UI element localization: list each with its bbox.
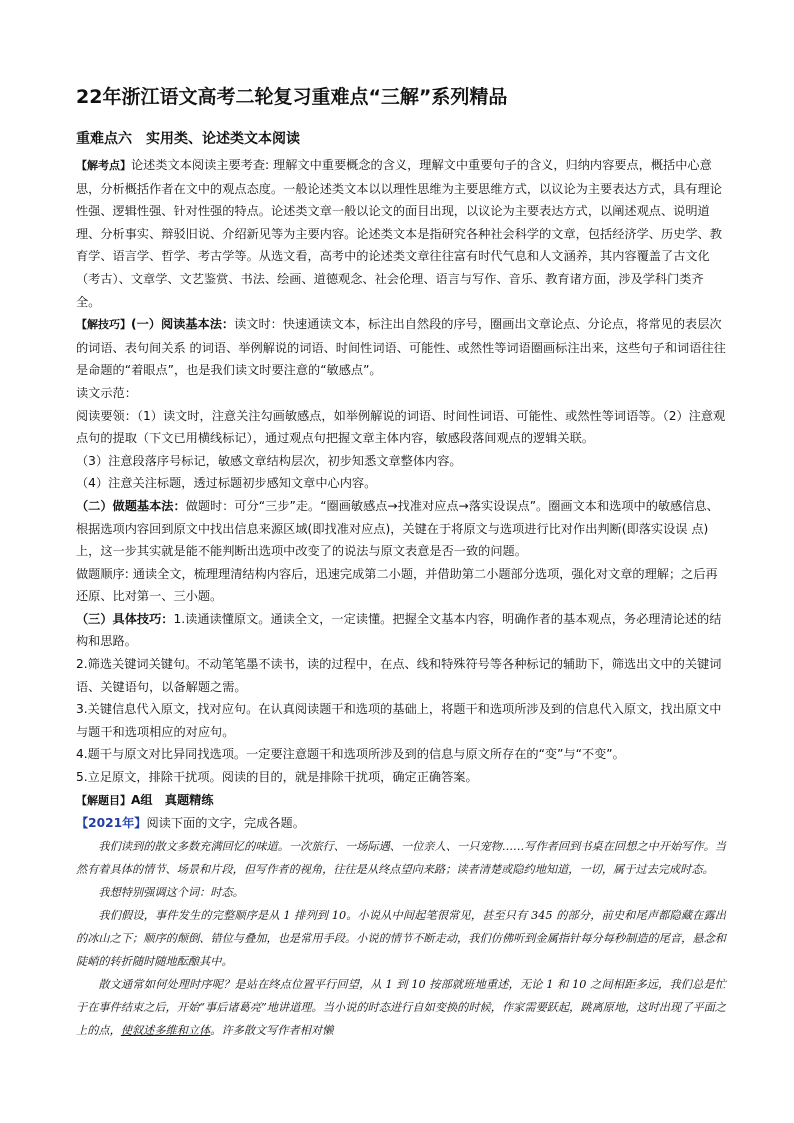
passage-paragraph-3: 我们假设，事件发生的完整顺序是从 1 排列到 10。小说从中间起笔很常见，甚至只有 345 的部分，前史和尾声都隐藏在露出的冰山之下；顺序的颠倒、错位与叠加，也是常用手段。小说的情节不断走动，我们仿佛听到金属指针每分每秒制造的尾音，悬念和陡峭的转折随时随地酝酿其中。 (76, 908, 726, 968)
question-intro (76, 812, 726, 835)
specific-skill-2: 2.筛选关键词关键句。不动笔笔墨不读书，读的过程中，在点、线和特殊符号等各种标记的辅助下，筛选出文中的关键词语、关键语句，以备解题之需。 (76, 657, 722, 694)
year-label: 【2021年】 (76, 816, 147, 831)
group-label: A组 真题精练 (131, 792, 214, 807)
timu-heading (76, 789, 726, 813)
passage-paragraph-4 (76, 973, 726, 1042)
section-subtitle: 重难点六 实用类、论述类文本阅读 (76, 131, 300, 147)
reading-demo-label: 读文示范： (76, 385, 137, 400)
specific-skill-4: 4.题干与原文对比异同找选项。一定要注意题干和选项所涉及到的信息与原文所存在的“变”与“不变”。 (76, 747, 625, 762)
reading-method-heading: (一）阅读基本法： (131, 317, 235, 332)
passage-4-text-a: 散文通常如何处理时序呢？是站在终点位置平行回望，从 1 到 10 按部就班地重述，无论 1 和 10 之间相距多远，我们总是忙于在事件结束之后，开始“事后诸葛亮”地讲道理。当小说的时态进行自如变换的时候，作家需要跃起，跳离原地，这时出现了平面之上的点， (76, 977, 726, 1037)
passage-4-underlined: 使叙述多维和立体 (120, 1023, 211, 1037)
jiqiao-tag: 【解技巧】 (76, 318, 131, 332)
answering-order: 做题顺序: 通读全文，梳理理清结构内容后，迅速完成第二小题，并借助第二小题部分选项，强化对文章的理解；之后再还原、比对第一、三小题。 (76, 566, 718, 604)
specific-skills-paragraph (76, 608, 726, 653)
question-instruction: 阅读下面的文字，完成各题。 (146, 816, 305, 831)
timu-tag: 【解题目】 (76, 793, 131, 807)
answering-method-heading: （二）做题基本法： (76, 498, 186, 513)
kaodian-tag: 【解考点】 (76, 159, 131, 172)
specific-skill-5: 5.立足原文，排除干扰项。阅读的目的，就是排除干扰项，确定正确答案。 (76, 770, 478, 785)
reading-requirement-3: （3）注意段落序号标记，敏感文章结构层次，初步知悉文章整体内容。 (76, 453, 462, 468)
specific-skills-heading: （三）具体技巧： (76, 611, 174, 626)
reading-method-text: 读文时：快速通读文本，标注出自然段的序号，圈画出文章论点、分论点，将常见的表层次的词语、表句间关系 的词语、举例解说的词语、时间性词语、可能性、或然性等词语圈画标注出来，这些句子和词语往往是命题的“着眼点”，也是我们读文时要注意的“敏感点”。 (76, 317, 726, 378)
passage-4-text-b: 。许多散文写作者相对懒 (210, 1023, 334, 1037)
answering-method-paragraph (76, 495, 726, 563)
kaodian-text: 论述类文本阅读主要考查: 理解文中重要概念的含义，理解文中重要句子的含义，归纳内容要点，概括中心意思，分析概括作者在文中的观点态度。一般论述类文本以以理性思维为主要思维方式，以议论为主要表达方式，具有理论性强、逻辑性强、针对性强的特点。论述类文章一般以论文的面目出现，以议论为主要表达方式，以阐述观点、说明道理、分析事实、辩驳旧说、介绍新见等为主要内容。论述类文本是指研究各种社会科学的文章，包括经济学、历史学、教育学、语言学、哲学、考古学等。从选文看，高考中的论述类文章往往富有时代气息和人文涵养，其内容覆盖了古文化（考古）、文章学、文艺鉴赏、书法、绘画、道德观念、社会伦理、语言与写作、音乐、教育诸方面，涉及学科门类齐全。 (76, 158, 722, 309)
specific-skill-3: 3.关键信息代入原文，找对应句。在认真阅读题干和选项的基础上，将题干和选项所涉及到的信息代入原文，找出原文中与题干和选项相应的对应句。 (76, 702, 722, 739)
document-title: 22年浙江语文高考二轮复习重难点“三解”系列精品 (76, 86, 508, 108)
passage-paragraph-2: 我想特别强调这个词：时态。 (98, 885, 244, 899)
passage-paragraph-1: 我们读到的散文多数充满回忆的味道。一次旅行、一场际遇、一位亲人、一只宠物……写作者回到书桌在回想之中开始写作。当然有着具体的情节、场景和片段，但写作者的视角，往往是从终点望向来路；读者清楚或隐约地知道，一切，属于过去完成时态。 (76, 839, 726, 876)
reading-requirements: 阅读要领：（1）读文时，注意关注勾画敏感点，如举例解说的词语、时间性词语、可能性、或然性等词语等。（2）注意观点句的提取（下文已用横线标记），通过观点句把握文章主体内容，敏感段落间观点的逻辑关联。 (76, 408, 726, 446)
jiqiao-paragraph-1 (76, 313, 726, 382)
reading-requirement-4: （4）注意关注标题，透过标题初步感知文章中心内容。 (76, 476, 377, 491)
answering-method-text: 做题时：可分“三步”走。“圈画敏感点→找准对应点→落实设误点”。圈画文本和选项中的敏感信息、根据选项内容回到原文中找出信息来源区域(即找准对应点)，关键在于将原文与选项进行比对作出判断(即落实设误 点)上，这一步其实就是能不能判断出选项中改变了的说法与原文表意是否一致的问题。 (76, 498, 719, 559)
specific-skill-1: 1.读通读懂原文。通读全文，一定读懂。把握全文基本内容，明确作者的基本观点，务必理清论述的结构和思路。 (76, 611, 722, 649)
kaodian-paragraph (76, 154, 726, 313)
document-body (76, 154, 726, 1042)
